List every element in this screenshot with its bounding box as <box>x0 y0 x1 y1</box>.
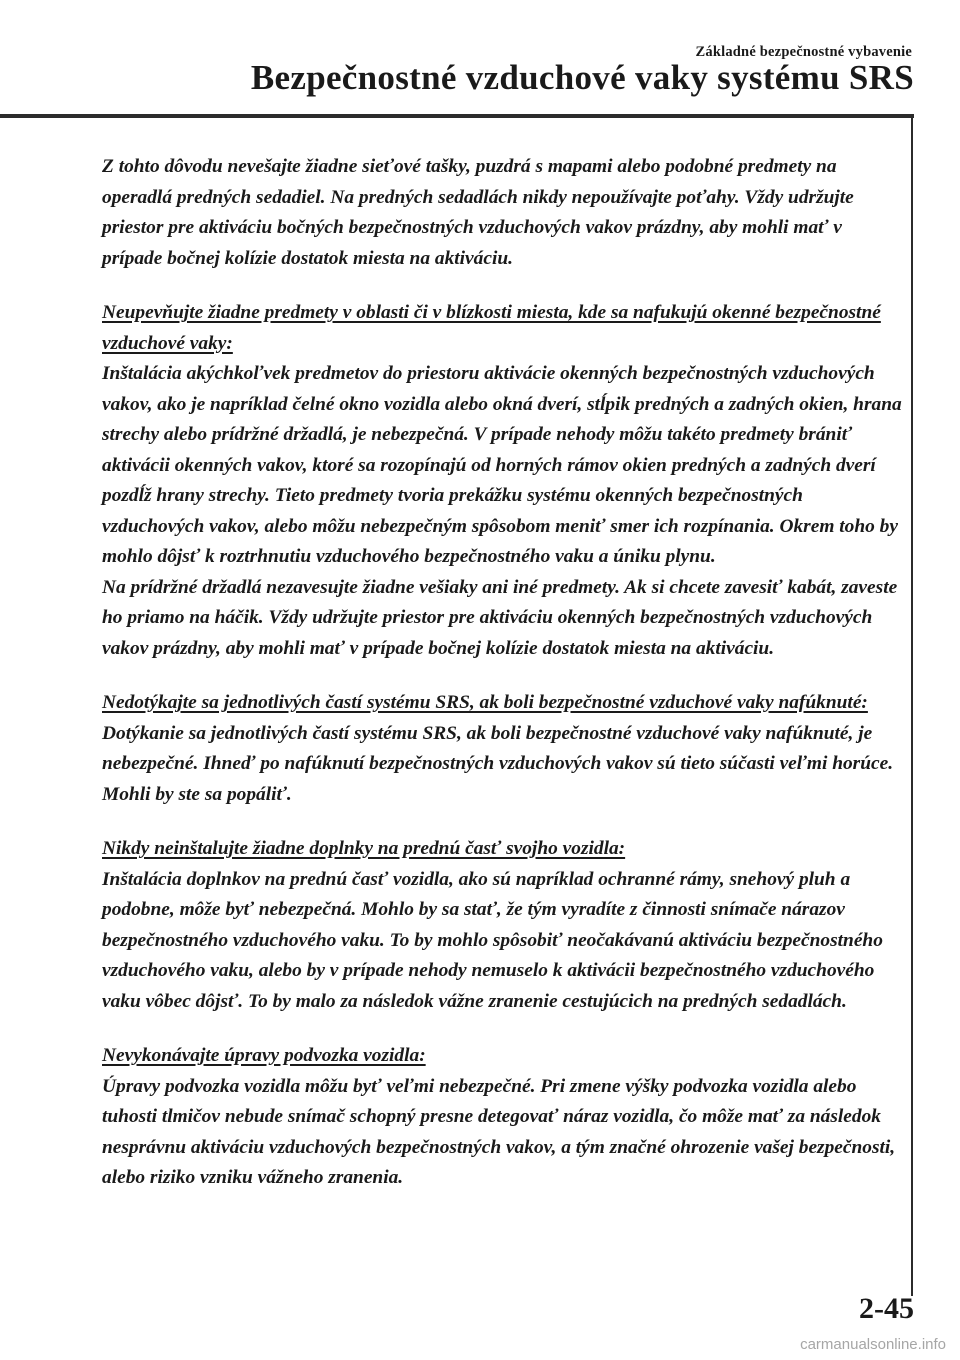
watermark: carmanualsonline.info <box>800 1336 946 1353</box>
section-paragraph: Dotýkanie sa jednotlivých častí systému SRS, ak boli bezpečnostné vzduchové vaky nafúknuté, je nebezpečné. Ihneď po nafúknutí bezpečnostných vzduchových vakov sú tieto súčasti veľmi horúce. Mohli by ste sa popáliť. <box>102 722 894 805</box>
section-front-accessories <box>102 834 902 1017</box>
warning-content <box>102 152 902 1218</box>
intro-paragraph: Z tohto dôvodu nevešajte žiadne sieťové tašky, puzdrá s mapami alebo podobné predmety na operadlá predných sedadiel. Na predných sedadlách nikdy nepoužívajte poťahy. Vždy udržujte priestor pre aktiváciu bočných bezpečnostných vzduchových vakov prázdny, aby mohli mať v prípade bočnej kolízie dostatok miesta na aktiváciu. <box>102 156 854 269</box>
section-paragraph: Inštalácia doplnkov na prednú časť vozidla, ako sú napríklad ochranné rámy, snehový pluh a podobne, môže byť nebezpečná. Mohlo by sa stať, že tým vyradíte z činnosti snímače nárazov bezpečnostného vzduchového vaku. To by mohlo spôsobiť neočakávanú aktiváciu bezpečnostného vzduchového vaku, alebo by v prípade nehody nemuselo k aktivácii bezpečnostného vzduchového vaku vôbec dôjsť. To by malo za následok vážne zranenie cestujúcich na predných sedadlách. <box>102 868 883 1012</box>
section-paragraph: Inštalácia akýchkoľvek predmetov do priestoru aktivácie okenných bezpečnostných vzduchových vakov, ako je napríklad čelné okno vozidla alebo okná dverí, stĺpik predných a zadných okien, hrana strechy alebo prídržné držadlá, je nebezpečná. V prípade nehody môžu takéto predmety brániť aktivácii okenných vakov, ktoré sa rozopínajú od horných rámov okien predných a zadných dverí pozdĺž hrany strechy. Tieto predmety tvoria prekážku systému okenných bezpečnostných vzduchových vakov, alebo môžu nebezpečným spôsobom meniť smer ich rozpínania. Okrem toho by mohlo dôjsť k roztrhnutiu vzduchového bezpečnostného vaku a úniku plynu. <box>102 363 902 567</box>
section-heading: Nedotýkajte sa jednotlivých častí systému SRS, ak boli bezpečnostné vzduchové vaky nafúknuté: <box>102 692 868 713</box>
section-do-not-touch <box>102 688 902 810</box>
section-window-airbags <box>102 298 902 664</box>
section-heading: Nevykonávajte úpravy podvozka vozidla: <box>102 1045 426 1066</box>
section-heading: Nikdy neinštalujte žiadne doplnky na prednú časť svojho vozidla: <box>102 838 626 859</box>
header-rule <box>0 114 914 118</box>
section-label: Základné bezpečnostné vybavenie <box>695 44 912 60</box>
section-paragraph: Na prídržné držadlá nezavesujte žiadne vešiaky ani iné predmety. Ak si chcete zavesiť kabát, zaveste ho priamo na háčik. Vždy udržujte priestor pre aktiváciu okenných bezpečnostných vzduchových vakov prázdny, aby mohli mať v prípade bočnej kolízie dostatok miesta na aktiváciu. <box>102 576 898 659</box>
page-number: 2-45 <box>859 1292 914 1325</box>
page-title: Bezpečnostné vzduchové vaky systému SRS <box>250 58 914 97</box>
section-suspension <box>102 1041 902 1194</box>
side-rule <box>911 116 913 1296</box>
section-paragraph: Úpravy podvozka vozidla môžu byť veľmi nebezpečné. Pri zmene výšky podvozka vozidla alebo tuhosti tlmičov nebude snímač schopný presne detegovať náraz vozidla, čo môže mať za následok nesprávnu aktiváciu vzduchových bezpečnostných vakov, a tým značné ohrozenie vašej bezpečnosti, alebo riziko vzniku vážneho zranenia. <box>102 1075 896 1188</box>
section-heading: Neupevňujte žiadne predmety v oblasti či v blízkosti miesta, kde sa nafukujú okenné bezpečnostné vzduchové vaky: <box>102 302 881 354</box>
